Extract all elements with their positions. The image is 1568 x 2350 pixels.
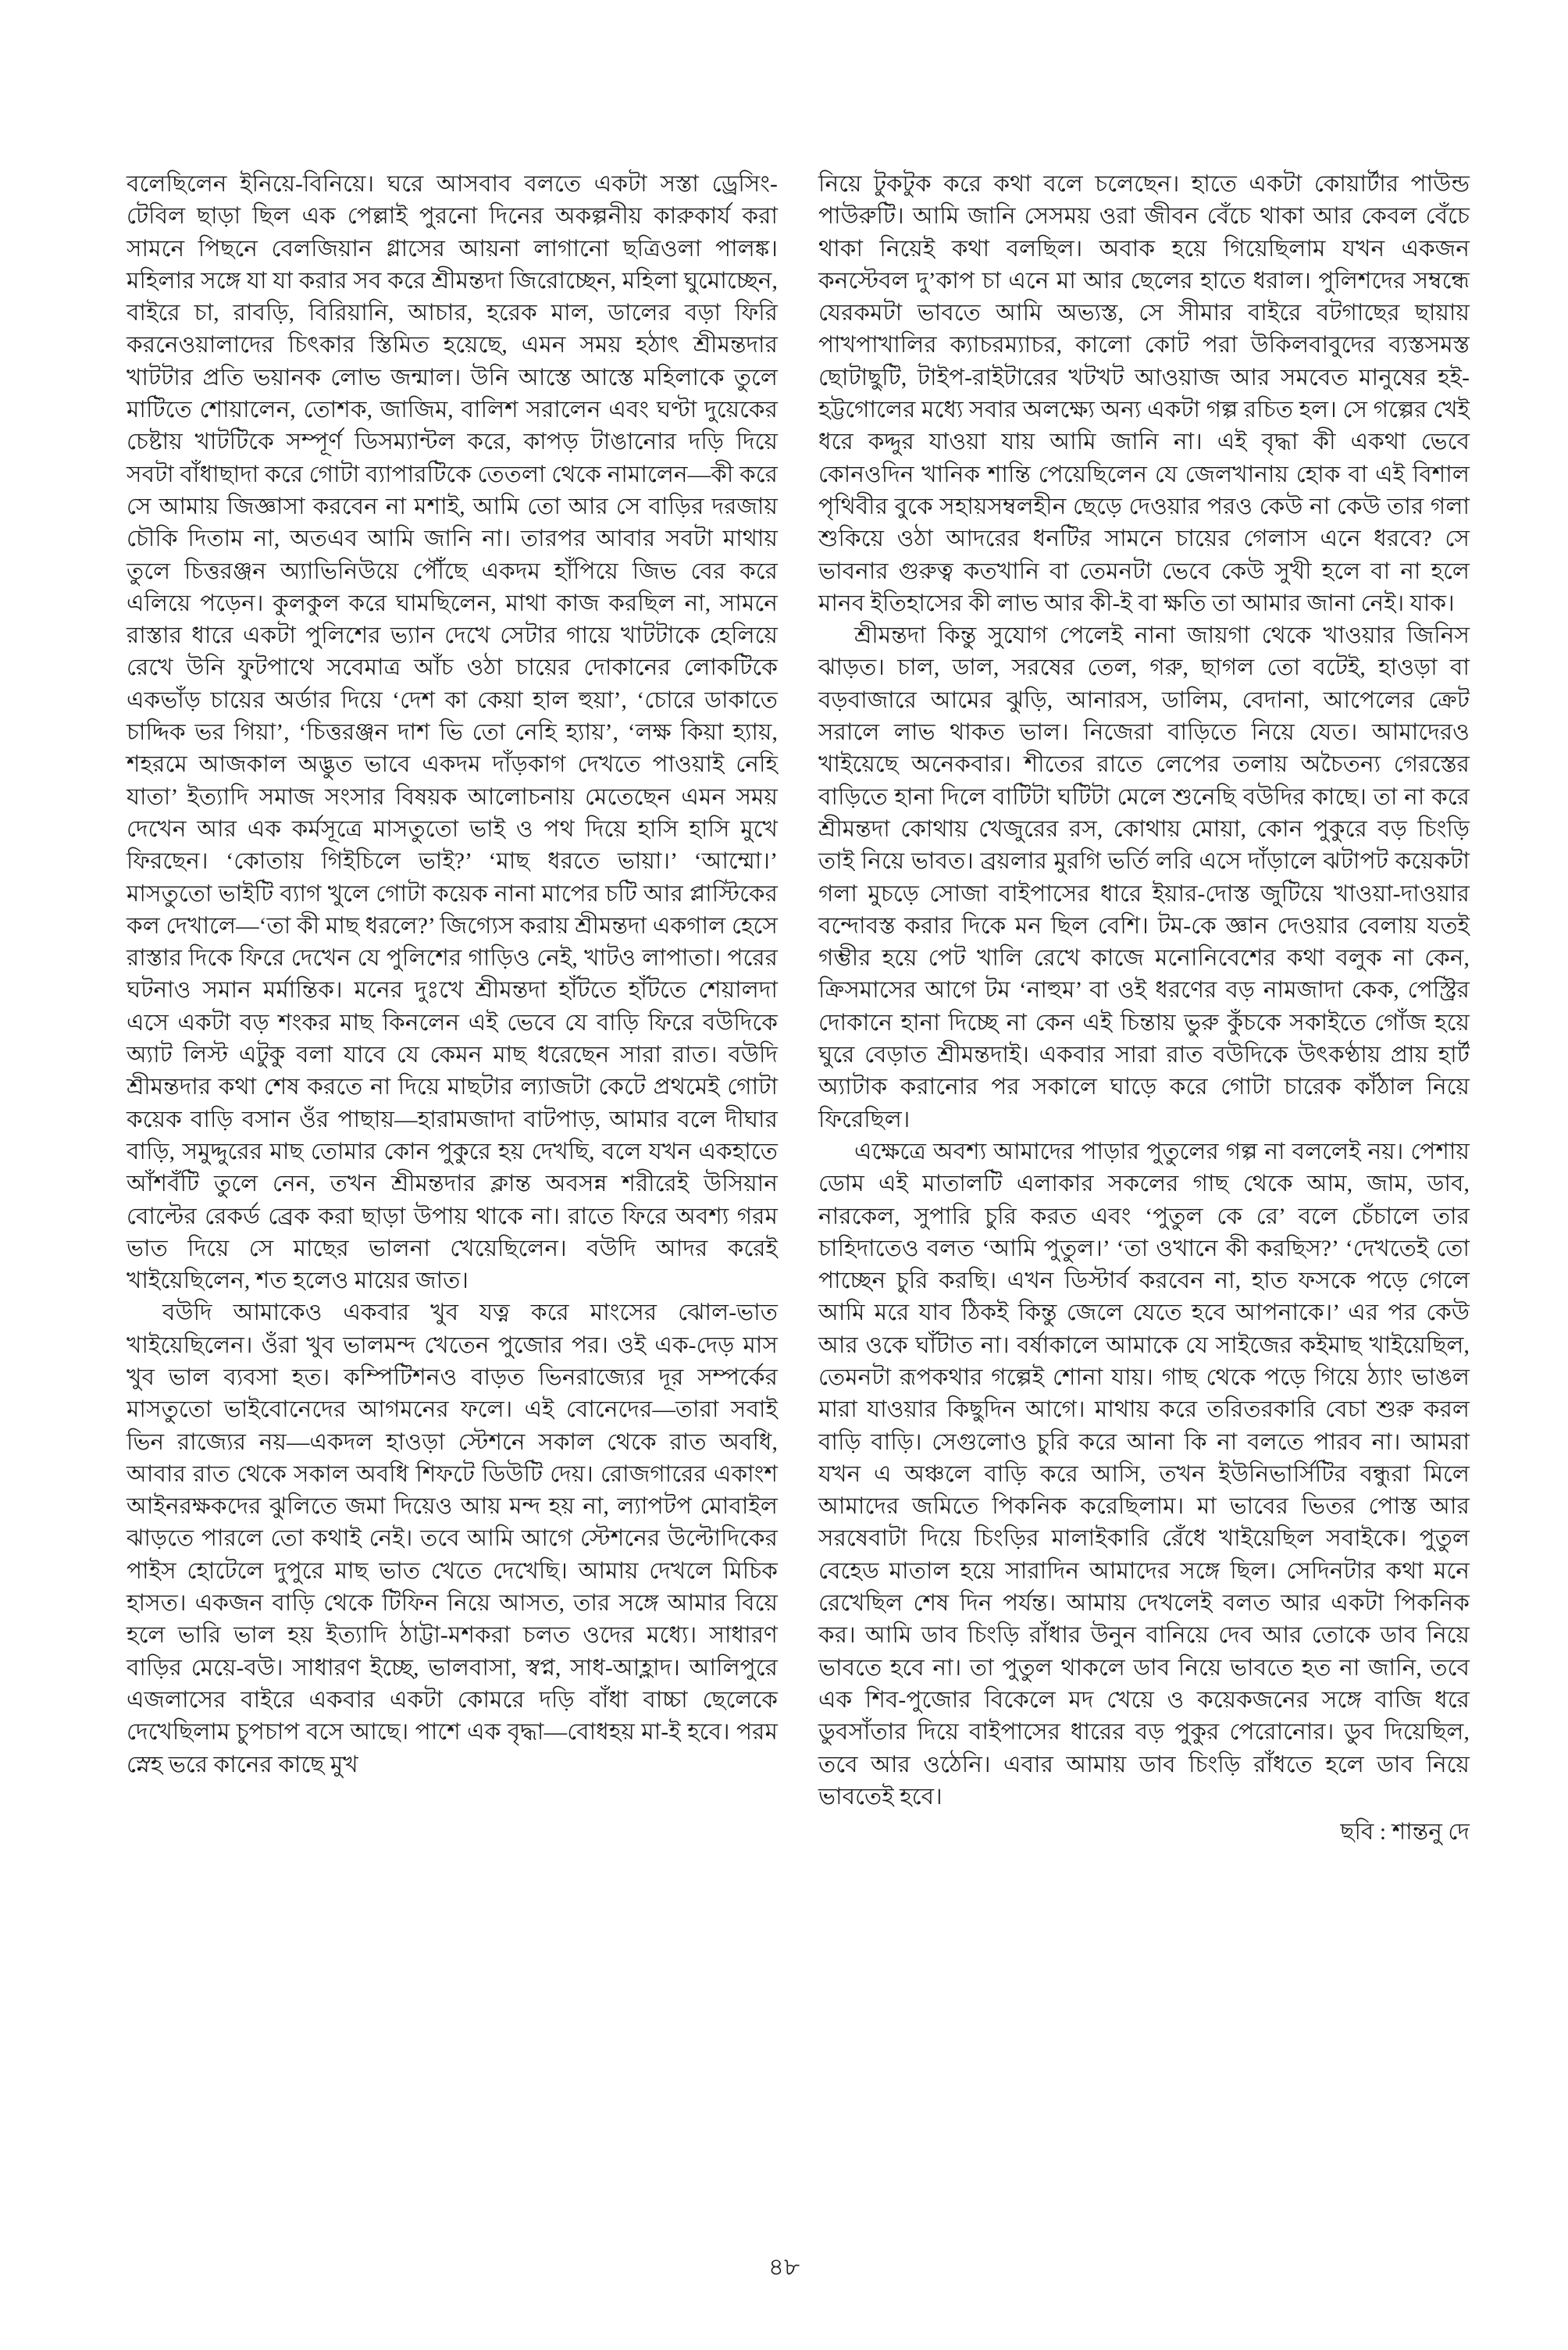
- text-column-right: [818, 169, 1470, 1849]
- paragraph: শ্রীমন্তদা কিন্তু সুযোগ পেলেই নানা জায়গা থেকে খাওয়ার জিনিস ঝাড়ত। চাল, ডাল, সরষের তেল, গরু, ছাগল তো বটেই, হাওড়া বা বড়বাজারে আমের ঝুড়ি, আনারস, ডালিম, বেদানা, আপেলের ক্রেট সরালে লাভ থাকত ভাল। নিজেরা বাড়িতে নিয়ে যেত। আমাদেরও খাইয়েছে অনেকবার। শীতের রাতে লেপের তলায় অচৈতন্য গেরস্তের বাড়িতে হানা দিলে বাটিটা ঘটিটা মেলে শুনেছি বউদির কাছে। তা না করে শ্রীমন্তদা কোথায় খেজুরের রস, কোথায় মোয়া, কোন পুকুরে বড় চিংড়ি তাই নিয়ে ভাবত। ব্রয়লার মুরগি ভর্তি লরি এসে দাঁড়ালে ঝটাপট কয়েকটা গলা মুচড়ে সোজা বাইপাসের ধারে ইয়ার-দোস্ত জুটিয়ে খাওয়া-দাওয়ার বন্দোবস্ত করার দিকে মন ছিল বেশি। টম-কে জ্ঞান দেওয়ার বেলায় যতই গম্ভীর হয়ে পেট খালি রেখে কাজে মনোনিবেশের কথা বলুক না কেন, ক্রিসমাসের আগে টম ‘নাহুম’ বা ওই ধরণের বড় নামজাদা কেক, পেস্ট্রির দোকানে হানা দিচ্ছে না কেন এই চিন্তায় ভুরু কুঁচকে সকাইতে গোঁজ হয়ে ঘুরে বেড়াত শ্রীমন্তদাই। একবার সারা রাত বউদিকে উৎকণ্ঠায় প্রায় হার্ট অ্যাটাক করানোর পর সকালে ঘাড়ে করে গোটা চারেক কাঁঠাল নিয়ে ফিরেছিল।: [818, 623, 1470, 1132]
- paragraph: এক্ষেত্রে অবশ্য আমাদের পাড়ার পুতুলের গল্প না বললেই নয়। পেশায় ডোম এই মাতালটি এলাকার সকলের গাছ থেকে আম, জাম, ডাব, নারকেল, সুপারি চুরি করত এবং ‘পুতুল কে রে’ বলে চেঁচালে তার চাহিদাতেও বলত ‘আমি পুতুল।’ ‘তা ওখানে কী করছিস?’ ‘দেখতেই তো পাচ্ছেন চুরি করছি। এখন ডিস্টার্ব করবেন না, হাত ফসকে পড়ে গেলে আমি মরে যাব ঠিকই কিন্তু জেলে যেতে হবে আপনাকে।’ এর পর কেউ আর ওকে ঘাঁটাত না। বর্ষাকালে আমাকে যে সাইজের কইমাছ খাইয়েছিল, তেমনটা রূপকথার গল্পেই শোনা যায়। গাছ থেকে পড়ে গিয়ে ঠ্যাং ভাঙল মারা যাওয়ার কিছুদিন আগে। মাথায় করে তরিতরকারি বেচা শুরু করল বাড়ি বাড়ি। সেগুলোও চুরি করে আনা কি না বলতে পারব না। আমরা যখন এ অঞ্চলে বাড়ি করে আসি, তখন ইউনিভার্সিটির বন্ধুরা মিলে আমাদের জমিতে পিকনিক করেছিলাম। মা ভাবের ভিতর পোস্ত আর সরষেবাটা দিয়ে চিংড়ির মালাইকারি রেঁধে খাইয়েছিল সবাইকে। পুতুল বেহেড মাতাল হয়ে সারাদিন আমাদের সঙ্গে ছিল। সেদিনটার কথা মনে রেখেছিল শেষ দিন পর্যন্ত। আমায় দেখলেই বলত আর একটা পিকনিক কর। আমি ডাব চিংড়ি রাঁধার উনুন বানিয়ে দেব আর তোকে ডাব নিয়ে ভাবতে হবে না। তা পুতুল থাকলে ডাব নিয়ে ভাবতে হত না জানি, তবে এক শিব-পুজোর বিকেলে মদ খেয়ে ও কয়েকজনের সঙ্গে বাজি ধরে ডুবসাঁতার দিয়ে বাইপাসের ধারের বড় পুকুর পেরোনোর। ডুব দিয়েছিল, তবে আর ওঠেনি। এবার আমায় ডাব চিংড়ি রাঁধতে হলে ডাব নিয়ে ভাবতেই হবে।: [818, 1139, 1470, 1810]
- two-column-text-block: [127, 169, 1470, 1849]
- paragraph: বউদি আমাকেও একবার খুব যত্ন করে মাংসের ঝোল-ভাত খাইয়েছিলেন। ওঁরা খুব ভালমন্দ খেতেন পুজোর পর। ওই এক-দেড় মাস খুব ভাল ব্যবসা হত। কম্পিটিশনও বাড়ত ভিনরাজ্যের দূর সম্পর্কের মাসতুতো ভাইবোনেদের আগমনের ফলে। এই বোনেদের—তারা সবাই ভিন রাজ্যের নয়—একদল হাওড়া স্টেশনে সকাল থেকে রাত অবধি, আবার রাত থেকে সকাল অবধি শিফটে ডিউটি দেয়। রোজগারের একাংশ আইনরক্ষকদের ঝুলিতে জমা দিয়েও আয় মন্দ হয় না, ল্যাপটপ মোবাইল ঝাড়তে পারলে তো কথাই নেই। তবে আমি আগে স্টেশনের উল্টোদিকের পাইস হোটেলে দুপুরে মাছ ভাত খেতে দেখেছি। আমায় দেখলে মিচিক হাসত। একজন বাড়ি থেকে টিফিন নিয়ে আসত, তার সঙ্গে আমার বিয়ে হলে ভারি ভাল হয় ইত্যাদি ঠাট্টা-মশকরা চলত ওদের মধ্যে। সাধারণ বাড়ির মেয়ে-বউ। সাধারণ ইচ্ছে, ভালবাসা, স্বপ্ন, সাধ-আহ্লাদ। আলিপুরে এজলাসের বাইরে একবার একটা কোমরে দড়ি বাঁধা বাচ্চা ছেলেকে দেখেছিলাম চুপচাপ বসে আছে। পাশে এক বৃদ্ধা—বোধহয় মা-ই হবে। পরম স্নেহ ভরে কানের কাছে মুখ: [127, 1300, 778, 1778]
- paragraph: নিয়ে টুকটুক করে কথা বলে চলেছেন। হাতে একটা কোয়ার্টার পাউন্ড পাউরুটি। আমি জানি সেসময় ওরা জীবন বেঁচে থাকা আর কেবল বেঁচে থাকা নিয়েই কথা বলছিল। অবাক হয়ে গিয়েছিলাম যখন একজন কনস্টেবল দু’কাপ চা এনে মা আর ছেলের হাতে ধরাল। পুলিশদের সম্বন্ধে যেরকমটা ভাবতে আমি অভ্যস্ত, সে সীমার বাইরে বটগাছের ছায়ায় পাখপাখালির ক্যাচরম্যাচর, কালো কোট পরা উকিলবাবুদের ব্যস্তসমস্ত ছোটাছুটি, টাইপ-রাইটারের খটখট আওয়াজ আর সমবেত মানুষের হই-হট্টগোলের মধ্যে সবার অলক্ষ্যে অন্য একটা গল্প রচিত হল। সে গল্পের খেই ধরে কদ্দুর যাওয়া যায় আমি জানি না। এই বৃদ্ধা কী একথা ভেবে কোনওদিন খানিক শান্তি পেয়েছিলেন যে জেলখানায় হোক বা এই বিশাল পৃথিবীর বুকে সহায়সম্বলহীন ছেড়ে দেওয়ার পরও কেউ না কেউ তার গলা শুকিয়ে ওঠা আদরের ধনটির সামনে চায়ের গেলাস এনে ধরবে? সে ভাবনার গুরুত্ব কতখানি বা তেমনটা ভেবে কেউ সুখী হলে বা না হলে মানব ইতিহাসের কী লাভ আর কী-ই বা ক্ষতি তা আমার জানা নেই। যাক।: [818, 172, 1470, 616]
- text-column-left: [127, 169, 778, 1781]
- photo-credit: ছবি : শান্তনু দে: [1340, 1820, 1470, 1845]
- paragraph: বলেছিলেন ইনিয়ে-বিনিয়ে। ঘরে আসবাব বলতে একটা সস্তা ড্রেসিং-টেবিল ছাড়া ছিল এক পেল্লাই পুরনো দিনের অকল্পনীয় কারুকার্য করা সামনে পিছনে বেলজিয়ান গ্লাসের আয়না লাগানো ছত্রিওলা পালঙ্ক। মহিলার সঙ্গে যা যা করার সব করে শ্রীমন্তদা জিরোচ্ছেন, মহিলা ঘুমোচ্ছেন, বাইরে চা, রাবড়ি, বিরিয়ানি, আচার, হরেক মাল, ডালের বড়া ফিরি করনেওয়ালাদের চিৎকার স্তিমিত হয়েছে, এমন সময় হঠাৎ শ্রীমন্তদার খাটটার প্রতি ভয়ানক লোভ জন্মাল। উনি আস্তে আস্তে মহিলাকে তুলে মাটিতে শোয়ালেন, তোশক, জাজিম, বালিশ সরালেন এবং ঘণ্টা দুয়েকের চেষ্টায় খাটটিকে সম্পূর্ণ ডিসম্যান্টল করে, কাপড় টাঙানোর দড়ি দিয়ে সবটা বাঁধাছাদা করে গোটা ব্যাপারটিকে তেতলা থেকে নামালেন—কী করে সে আমায় জিজ্ঞাসা করবেন না মশাই, আমি তো আর সে বাড়ির দরজায় চৌকি দিতাম না, অতএব আমি জানি না। তারপর আবার সবটা মাথায় তুলে চিত্তরঞ্জন অ্যাভিনিউয়ে পৌঁছে একদম হাঁপিয়ে জিভ বের করে এলিয়ে পড়েন। কুলকুল করে ঘামছিলেন, মাথা কাজ করছিল না, সামনে রাস্তার ধারে একটা পুলিশের ভ্যান দেখে সেটার গায়ে খাটটাকে হেলিয়ে রেখে উনি ফুটপাথে সবেমাত্র আঁচ ওঠা চায়ের দোকানের লোকটিকে একভাঁড় চায়ের অর্ডার দিয়ে ‘দেশ কা কেয়া হাল হুয়া’, ‘চোরে ডাকাতে চাদ্দিক ভর গিয়া’, ‘চিত্তরঞ্জন দাশ ভি তো নেহি হ্যায়’, ‘লক্ষ কিয়া হ্যায়, শহরমে আজকাল অদ্ভুত ভাবে একদম দাঁড়কাগ দেখতে পাওয়াই নেহি যাতা’ ইত্যাদি সমাজ সংসার বিষয়ক আলোচনায় মেতেছেন এমন সময় দেখেন আর এক কর্মসূত্রে মাসতুতো ভাই ও পথ দিয়ে হাসি হাসি মুখে ফিরছেন। ‘কোতায় গিইচিলে ভাই?’ ‘মাছ ধরতে ভায়া।’ ‘আম্মো।’ মাসতুতো ভাইটি ব্যাগ খুলে গোটা কয়েক নানা মাপের চটি আর প্লাস্টিকের কল দেখালে—‘তা কী মাছ ধরলে?’ জিগ্যেস করায় শ্রীমন্তদা একগাল হেসে রাস্তার দিকে ফিরে দেখেন যে পুলিশের গাড়িও নেই, খাটও লাপাতা। পরের ঘটনাও সমান মর্মান্তিক। মনের দুঃখে শ্রীমন্তদা হাঁটতে হাঁটতে শেয়ালদা এসে একটা বড় শংকর মাছ কিনলেন এই ভেবে যে বাড়ি ফিরে বউদিকে অ্যাট লিস্ট এটুকু বলা যাবে যে কেমন মাছ ধরেছেন সারা রাত। বউদি শ্রীমন্তদার কথা শেষ করতে না দিয়ে মাছটার ল্যাজটা কেটে প্রথমেই গোটা কয়েক বাড়ি বসান ওঁর পাছায়—হারামজাদা বাটপাড়, আমার বলে দীঘার বাড়ি, সমুদ্দুরের মাছ তোমার কোন পুকুরে হয় দেখছি, বলে যখন একহাতে আঁশবঁটি তুলে নেন, তখন শ্রীমন্তদার ক্লান্ত অবসন্ন শরীরেই উসিয়ান বোল্টের রেকর্ড ব্রেক করা ছাড়া উপায় থাকে না। রাতে ফিরে অবশ্য গরম ভাত দিয়ে সে মাছের ভালনা খেয়েছিলেন। বউদি আদর করেই খাইয়েছিলেন, শত হলেও মায়ের জাত।: [127, 172, 778, 1294]
- page-number: ৪৮: [768, 2253, 800, 2280]
